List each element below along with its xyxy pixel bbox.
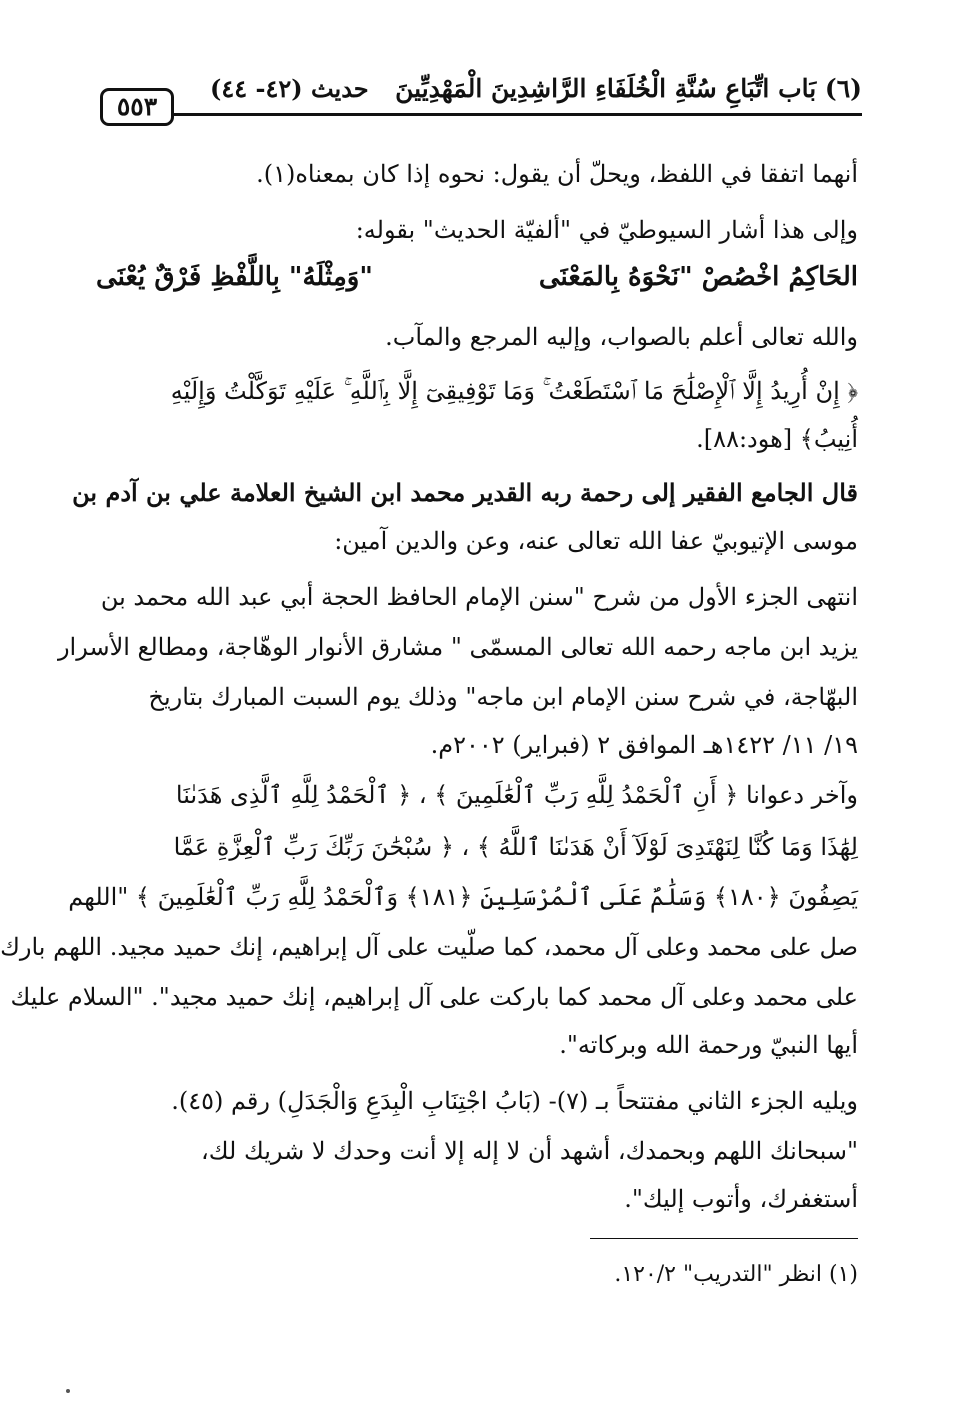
text-line: أستغفرك، وأتوب إليك". [624, 1185, 858, 1213]
quran-verse-line: يَصِفُونَ ﴿١٨٠﴾ وَسَلَٰمٌ عَلَى ٱلْمُرْسَلِينَ ﴿١٨١﴾ وَٱلْحَمْدُ لِلَّهِ رَبِّ ٱلْعَٰلَمِينَ ﴾ "اللهم [68, 883, 858, 911]
footnote-separator [590, 1238, 858, 1239]
text-line: "سبحانك اللهم وبحمدك، أشهد أن لا إله إلا أنت وحدك لا شريك لك، [201, 1137, 858, 1165]
text-line: ١٩/ ١١/ ١٤٢٢هـ الموافق ٢ (فبراير) ٢٠٠٢م. [430, 731, 858, 759]
running-header-chapter-title: (٦) بَاب اتِّبَاعِ سُنَّةِ الْخُلَفَاءِ الرَّاشِدِينَ الْمَهْدِيِّينَ [395, 74, 862, 103]
quran-verse-line: ﴿ إِنْ أُرِيدُ إِلَّا ٱلْإِصْلَٰحَ مَا ٱسْتَطَعْتُ ۚ وَمَا تَوْفِيقِىٓ إِلَّا بِٱللَّهِ ۚ عَلَيْهِ تَوَكَّلْتُ وَإِلَيْهِ [170, 377, 858, 405]
page-number: ٥٥٣ [100, 88, 174, 126]
poem-left-hemistich: "وَمِثْلَهُ" بِاللَّفْظِ فَرْقٌ يُعْنَى [96, 262, 373, 292]
text-line: انتهى الجزء الأول من شرح "سنن الإمام الحافظ الحجة أبي عبد الله محمد بن [100, 583, 858, 611]
text-line: قال الجامع الفقير إلى رحمة ربه القدير محمد ابن الشيخ العلامة علي بن آدم بن [72, 478, 858, 507]
quran-verse-line: وآخر دعوانا ﴿ أَنِ ٱلْحَمْدُ لِلَّهِ رَبِّ ٱلْعَٰلَمِينَ ﴾ ، ﴿ ٱلْحَمْدُ لِلَّهِ ٱلَّذِى هَدَىٰنَا [175, 781, 858, 809]
running-header-hadith-range: حديث (٤٢- ٤٤) [210, 74, 369, 103]
scan-speck [66, 1389, 70, 1393]
text-line: أيها النبيّ ورحمة الله وبركاته". [559, 1031, 858, 1059]
text-line: صل على محمد وعلى آل محمد، كما صلّيت على آل إبراهيم، إنك حميد مجيد. اللهم بارك [0, 933, 858, 961]
text-line: والله تعالى أعلم بالصواب، وإليه المرجع والمآب. [385, 323, 858, 351]
text-line: على محمد وعلى آل محمد كما باركت على آل إبراهيم، إنك حميد مجيد". "السلام عليك [10, 983, 858, 1011]
text-line: أنهما اتفقا في اللفظ، ويحلّ أن يقول: نحوه إذا كان بمعناه(١). [256, 160, 858, 188]
text-line: وإلى هذا أشار السيوطيّ في "ألفيّة الحديث" بقوله: [355, 216, 858, 244]
poem-right-hemistich: الحَاكِمُ اخْصُصْ "نَحْوَهُ بِالمَعْنَى [538, 262, 858, 292]
text-line: موسى الإتيوبيّ عفا الله تعالى عنه، وعن والدين آمين: [334, 527, 858, 555]
text-line: ويليه الجزء الثاني مفتتحاً بـ (٧)- (بَابُ اجْتِنَابِ الْبِدَعِ وَالْجَدَلِ) رقم (٤٥). [171, 1087, 858, 1115]
quran-verse-line: لِهَٰذَا وَمَا كُنَّا لِنَهْتَدِىَ لَوْلَآ أَنْ هَدَىٰنَا ٱللَّهُ ﴾ ، ﴿ سُبْحَٰنَ رَبِّكَ رَبِّ ٱلْعِزَّةِ عَمَّا [173, 833, 858, 861]
text-line: يزيد ابن ماجه رحمه الله تعالى المسمّى " مشارق الأنوار الوهّاجة، ومطالع الأسرار [57, 633, 858, 661]
quran-verse-line: أُنِيبُ﴾ [هود:٨٨]. [696, 425, 858, 453]
header-rule [174, 113, 862, 116]
footnote: (١) انظر "التدريب" ١٢٠/٢. [614, 1262, 858, 1287]
text-line: البهّاجة، في شرح سنن الإمام ابن ماجه" وذلك يوم السبت المبارك بتاريخ [148, 683, 858, 711]
